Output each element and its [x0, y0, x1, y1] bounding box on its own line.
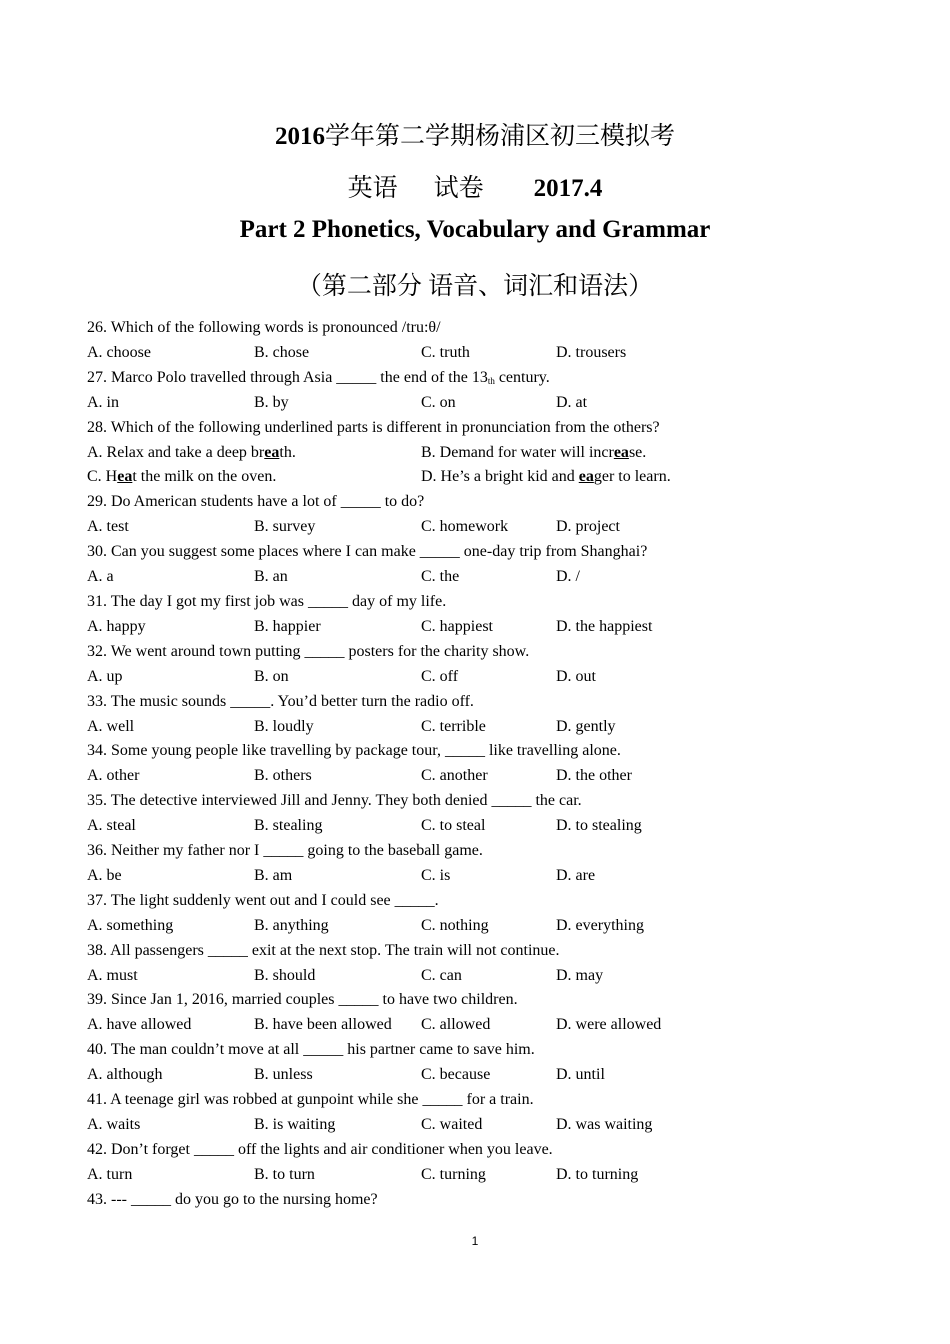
part-subtitle: （第二部分 语音、词汇和语法）: [296, 273, 654, 300]
option-c[interactable]: C. nothing: [421, 916, 489, 934]
option-b[interactable]: B. an: [254, 568, 288, 586]
option-c[interactable]: C. waited: [421, 1116, 483, 1133]
option-row: [87, 1113, 907, 1138]
option-row: [87, 565, 907, 590]
option-d[interactable]: D. out: [556, 667, 596, 685]
stem-text: century.: [494, 368, 550, 386]
option-d[interactable]: D. the other: [556, 767, 632, 785]
question-stem: 39. Since Jan 1, 2016, married couples _____ to have two children.: [87, 991, 518, 1009]
option-b[interactable]: B. is waiting: [254, 1116, 336, 1133]
option-b[interactable]: B. others: [254, 767, 312, 785]
question-stem: 37. The light suddenly went out and I could see _____.: [87, 891, 439, 909]
stem-text: 27. Marco Polo travelled through Asia _____ the end of the 13: [87, 368, 488, 386]
option-row: [87, 515, 907, 540]
ordinal-suffix: th: [487, 375, 495, 386]
option-row: [87, 341, 907, 366]
underlined-part: ea: [578, 468, 594, 486]
question-list: [87, 316, 907, 1213]
option-row: [87, 465, 907, 490]
option-c[interactable]: C. off: [421, 667, 459, 685]
option-d[interactable]: D. trousers: [556, 343, 627, 361]
option-a[interactable]: A. steal: [87, 817, 136, 835]
option-c[interactable]: C. on: [421, 393, 456, 411]
option-d[interactable]: D. He’s a bright kid and eager to learn.: [421, 468, 671, 486]
option-a[interactable]: A. must: [87, 966, 138, 984]
option-row: [87, 615, 907, 640]
option-b[interactable]: B. survey: [254, 518, 316, 536]
option-b[interactable]: B. to turn: [254, 1165, 315, 1183]
option-a[interactable]: A. waits: [87, 1116, 141, 1133]
exam-date: 2017.4: [533, 175, 603, 202]
option-a[interactable]: A. be: [87, 866, 122, 884]
option-row: [87, 964, 907, 989]
question-stem: 26. Which of the following words is pronounced /tru:θ/: [87, 319, 441, 336]
underlined-part: ea: [117, 468, 133, 486]
option-c[interactable]: C. homework: [421, 518, 509, 536]
option-d[interactable]: D. at: [556, 393, 588, 411]
question-stem: 42. Don’t forget _____ off the lights and air conditioner when you leave.: [87, 1140, 553, 1158]
option-b[interactable]: B. happier: [254, 617, 321, 635]
option-c[interactable]: C. the: [421, 568, 460, 586]
question-stem: 35. The detective interviewed Jill and Jenny. They both denied _____ the car.: [87, 792, 582, 810]
question-stem: 43. --- _____ do you go to the nursing home?: [87, 1190, 378, 1208]
option-d[interactable]: D. /: [556, 568, 580, 586]
subject-label: 英语: [347, 175, 398, 202]
option-b[interactable]: B. should: [254, 966, 316, 984]
option-b[interactable]: B. by: [254, 393, 289, 411]
exam-title: [0, 116, 950, 152]
option-b[interactable]: B. stealing: [254, 817, 323, 835]
option-row: [87, 441, 907, 466]
option-a[interactable]: A. turn: [87, 1165, 133, 1183]
option-a[interactable]: A. happy: [87, 617, 146, 635]
option-a[interactable]: A. up: [87, 667, 123, 685]
exam-subtitle: [0, 168, 950, 204]
underlined-part: ea: [613, 443, 629, 461]
underlined-part: ea: [264, 443, 280, 461]
option-d[interactable]: D. the happiest: [556, 617, 653, 635]
option-a[interactable]: A. a: [87, 568, 114, 586]
option-c[interactable]: C. truth: [421, 343, 470, 361]
option-a[interactable]: A. have allowed: [87, 1016, 192, 1034]
option-a[interactable]: A. in: [87, 393, 119, 411]
question-stem: 40. The man couldn’t move at all _____ his partner came to save him.: [87, 1041, 535, 1059]
option-row: [87, 914, 907, 939]
option-row: [87, 864, 907, 889]
option-c[interactable]: C. happiest: [421, 617, 493, 635]
question-stem: 36. Neither my father nor I _____ going to the baseball game.: [87, 842, 483, 860]
question-stem: 31. The day I got my first job was _____ day of my life.: [87, 592, 447, 610]
option-row: [87, 715, 907, 740]
question-stem: [87, 366, 907, 391]
option-b[interactable]: B. am: [254, 866, 293, 884]
question-stem: 41. A teenage girl was robbed at gunpoint while she _____ for a train.: [87, 1091, 534, 1109]
option-c[interactable]: C. terrible: [421, 717, 486, 735]
option-d[interactable]: D. to stealing: [556, 817, 642, 835]
page-number: 1: [471, 1234, 479, 1248]
question-stem: 28. Which of the following underlined parts is different in pronunciation from the others?: [87, 418, 660, 436]
option-d[interactable]: D. everything: [556, 916, 644, 934]
option-a[interactable]: A. choose: [87, 343, 151, 361]
option-row: [87, 1063, 907, 1088]
part-title: Part 2 Phonetics, Vocabulary and Grammar: [239, 216, 711, 243]
option-d[interactable]: D. project: [556, 518, 620, 536]
option-d[interactable]: D. may: [556, 966, 604, 984]
option-b[interactable]: B. on: [254, 667, 289, 685]
option-d[interactable]: D. gently: [556, 717, 616, 735]
question-stem: 34. Some young people like travelling by package tour, _____ like travelling alone.: [87, 742, 621, 760]
option-d[interactable]: D. until: [556, 1066, 605, 1084]
option-c[interactable]: C. allowed: [421, 1016, 491, 1034]
question-stem: 33. The music sounds _____. You’d better turn the radio off.: [87, 692, 474, 710]
option-c[interactable]: C. to steal: [421, 817, 486, 835]
option-b[interactable]: B. have been allowed: [254, 1016, 392, 1034]
option-row: [87, 391, 907, 416]
option-b[interactable]: B. chose: [254, 343, 310, 361]
option-row: [87, 1163, 907, 1188]
option-a[interactable]: A. although: [87, 1066, 163, 1084]
option-a[interactable]: A. Relax and take a deep breath.: [87, 443, 296, 461]
question-stem: 32. We went around town putting _____ posters for the charity show.: [87, 642, 530, 660]
option-row: [87, 764, 907, 789]
question-stem: 29. Do American students have a lot of _____ to do?: [87, 493, 425, 511]
option-c[interactable]: C. is: [421, 866, 451, 884]
option-a[interactable]: A. other: [87, 767, 140, 785]
exam-title-text: 学年第二学期杨浦区初三模拟考: [324, 123, 675, 150]
option-row: [87, 665, 907, 690]
option-d[interactable]: D. were allowed: [556, 1016, 662, 1034]
option-b[interactable]: B. loudly: [254, 717, 314, 735]
paper-label: 试卷: [433, 175, 484, 202]
option-a[interactable]: A. test: [87, 518, 129, 536]
option-b[interactable]: B. Demand for water will increase.: [421, 443, 647, 461]
option-d[interactable]: D. are: [556, 866, 596, 884]
option-a[interactable]: A. well: [87, 717, 135, 735]
option-d[interactable]: D. was waiting: [556, 1116, 653, 1133]
option-b[interactable]: B. unless: [254, 1066, 313, 1084]
question-stem: 30. Can you suggest some places where I can make _____ one-day trip from Shanghai?: [87, 543, 648, 561]
option-c[interactable]: C. Heat the milk on the oven.: [87, 468, 277, 486]
option-c[interactable]: C. can: [421, 966, 462, 984]
option-row: [87, 1013, 907, 1038]
exam-year: 2016: [274, 123, 325, 150]
option-a[interactable]: A. something: [87, 916, 174, 934]
option-row: [87, 814, 907, 839]
option-c[interactable]: C. another: [421, 767, 488, 785]
option-c[interactable]: C. because: [421, 1066, 491, 1084]
question-stem: 38. All passengers _____ exit at the next stop. The train will not continue.: [87, 941, 560, 959]
option-b[interactable]: B. anything: [254, 916, 329, 934]
option-d[interactable]: D. to turning: [556, 1165, 639, 1183]
option-c[interactable]: C. turning: [421, 1165, 486, 1183]
